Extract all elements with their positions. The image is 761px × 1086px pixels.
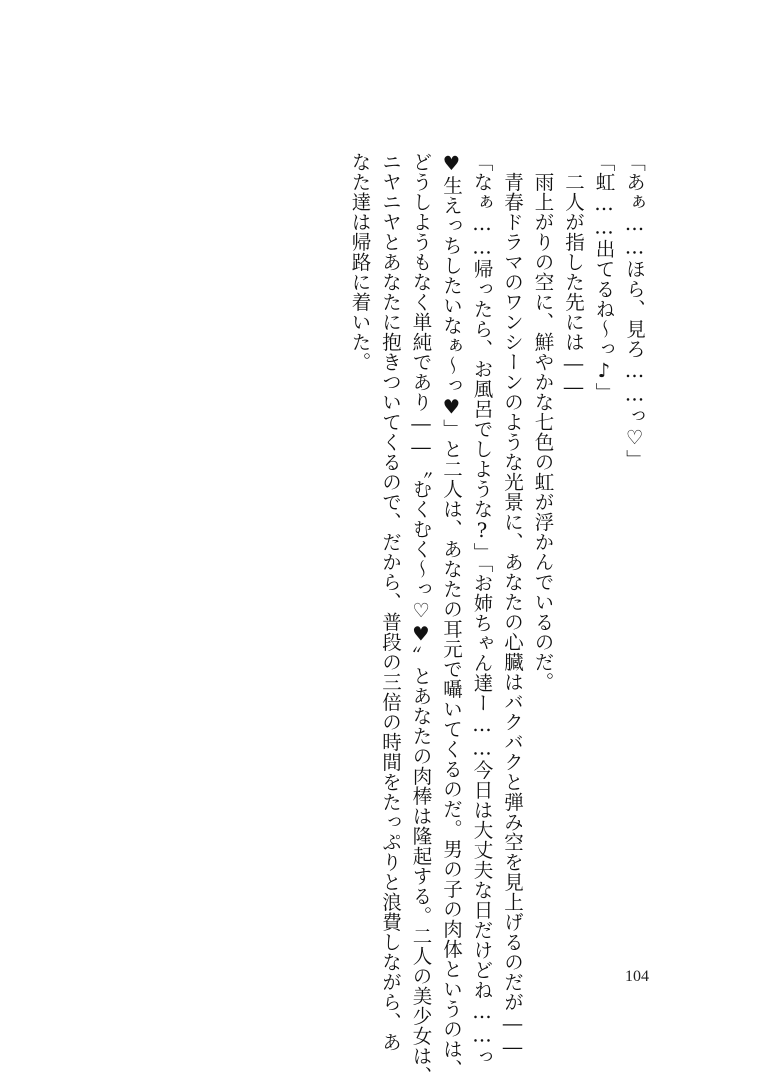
text-line-2: 「虹……出てるね〜っ♪」: [592, 152, 616, 403]
text-line-3: 二人が指した先には――: [562, 171, 585, 399]
page-number: 104: [625, 968, 649, 985]
text-line-1: 「あぁ……ほら、見ろ……っ♡」: [623, 152, 646, 470]
text-line-4: 雨上がりの空に、鮮やかな七色の虹が浮かんでいるのだ。: [531, 171, 555, 692]
text-line-5: 青春ドラマのワンシーンのような光景に、あなたの心臓はバクバクと弾み空を見上げるのだが――: [501, 171, 524, 1059]
text-line-10: なた達は帰路に着いた。: [348, 152, 372, 372]
text-line-8: どうしようもなく単純であり――〝むくむく〜っ♡♥〟とあなたの肉棒は隆起する。二人の美少女は、: [409, 152, 433, 1086]
vertical-text-body: [339, 152, 649, 1086]
text-line-7: ♥生えっちしたいなぁ〜っ♥」と二人は、あなたの耳元で囁いてくるのだ。男の子の肉体というのは、: [440, 152, 463, 1079]
text-line-9: ニヤニヤとあなたに抱きついてくるので、だから、普段の三倍の時間をたっぷりと浪費しながら、あ: [379, 152, 402, 1052]
text-line-6: 「なぁ……帰ったら、お風呂でしような?」「お姉ちゃん達ー……今日は大丈夫な日だけどね……っ: [470, 152, 494, 1067]
